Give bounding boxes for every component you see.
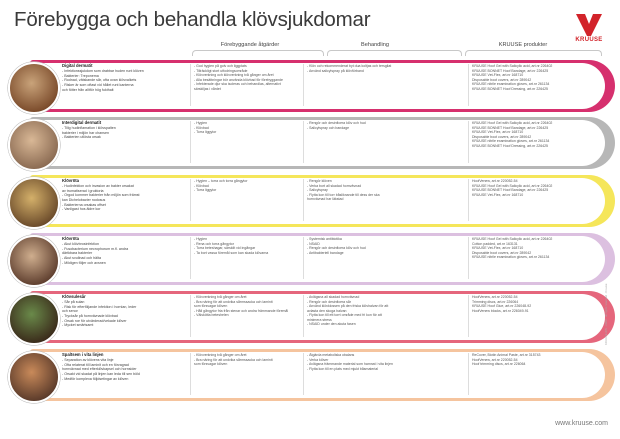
- products-line: KRUUSE BONNET Hoof Dressing, art.nr 226425: [472, 86, 548, 91]
- treatment-line: - Verka klöver: [307, 357, 329, 362]
- condition-row: [0, 117, 620, 169]
- prevention-line: - Tillräckligt stort utfodringsområde: [194, 68, 248, 73]
- products-line: KRUUSE Vet-Flex, art.nr 168710: [472, 130, 524, 134]
- prevention-line: - Torra liggytor: [194, 188, 217, 192]
- prevention-cell: [190, 353, 304, 395]
- products-line: HoofVenew blocks, art.nr 226049-91: [472, 308, 529, 313]
- treatment-cell: [303, 64, 462, 106]
- condition-name: Digital dermatit: [62, 63, 93, 68]
- condition-detail-line: bakterier i miljön har chansen: [62, 130, 109, 135]
- prevention-cell: [190, 121, 304, 163]
- prevention-line: - Klövbad: [194, 183, 209, 188]
- condition-detail-line: - Vanligast hos äldre kor: [62, 207, 101, 212]
- column-bracket-prevention: [192, 50, 324, 56]
- condition-detail-line: av trumatiserad i gruktoria: [62, 188, 104, 193]
- treatment-line: minimera stress: [307, 317, 332, 322]
- products-line: HoofVenew, art.nr 220052-54: [472, 295, 518, 299]
- products-line: Hoof trimming discs, art.nr 226064: [472, 362, 526, 366]
- products-cell: [468, 353, 602, 395]
- treatment-line: - Rengör och desinficera klöv och hud: [307, 246, 366, 250]
- condition-detail-line: - Bakterier: Treponema: [62, 73, 99, 78]
- condition-name: Klövröta: [62, 178, 79, 183]
- condition-row: [0, 60, 620, 112]
- prevention-line: - Hygien: [194, 121, 208, 125]
- page-title: Förebygga och behandla klövsjukdomar: [14, 8, 371, 31]
- condition-detail-line: och fötter från alltför hög fukthalt: [62, 87, 114, 92]
- treatment-line: - Salicylspray och bandage: [307, 125, 350, 130]
- condition-row: [0, 233, 620, 285]
- products-cell: [468, 295, 602, 337]
- treatment-line: - Rengör klöven: [307, 179, 332, 183]
- logo-text: KRUUSE: [575, 37, 603, 43]
- products-line: KRUUSE BONNET Hoof Bandage, art.nr 226425: [472, 188, 549, 192]
- column-header-products: KRUUSE produkter: [498, 42, 548, 48]
- condition-detail-line: - Mycket smärtsamt: [62, 323, 94, 328]
- prevention-line: - Välskötta beteshelen: [194, 313, 229, 317]
- treatment-line: - Verka bort all skadad hornvävnad: [307, 183, 362, 188]
- products-line: KRUUSE nitrile examination gloves, art.nr 261134: [472, 255, 550, 259]
- products-line: KRUUSE nitrile examination gloves, art.nr 261134: [472, 82, 550, 86]
- products-line: KRUUSE BONNET Hoof Bandage, art.nr 226425: [472, 68, 549, 73]
- condition-detail-line: - Bakterien utlösta orsak: [62, 135, 101, 140]
- treatment-line: - Systemisk antibiotika: [307, 237, 342, 241]
- products-line: KRUUSE BONNET Hoof Dressing, art.nr 226425: [472, 143, 548, 148]
- condition-detail-line: - Orsakt vid skadat på linjen kan leda till sen böld: [62, 371, 140, 376]
- condition-detail-line: - Akut klövbrosinfektion: [62, 242, 99, 247]
- products-line: KRUUSE BONNET Hoof Bandage, art.nr 226425: [472, 125, 549, 130]
- prevention-cell: [190, 179, 304, 221]
- prevention-line: - Klövverkning två gånger om året: [194, 295, 247, 299]
- prevention-line: som försvagar klöven: [194, 304, 228, 308]
- prevention-line: - Klövverkning två gånger om året: [194, 353, 247, 357]
- prevention-line: - Hygien: [194, 237, 208, 241]
- hoof-photo: [8, 62, 60, 114]
- column-bracket-treatment: [327, 50, 462, 56]
- prevention-line: - Bra näring för att undvika sårmssacka och laminit: [194, 299, 273, 304]
- treatment-line: - Använd salicylspray på klövförband: [307, 68, 364, 73]
- condition-detail-line: - Medför komplexa följdsetingar av klöven: [62, 376, 129, 381]
- products-line: KRUUSE Hoof Gel with Salicylic acid, art.nr 226402: [472, 183, 553, 188]
- condition-detail-line: och senor: [62, 309, 78, 314]
- treatment-cell: [303, 295, 462, 337]
- products-cell: [468, 237, 602, 279]
- prevention-cell: [190, 64, 304, 106]
- hoof-photo: [8, 177, 60, 229]
- treatment-line: - Klöv och rekommenderat byt dua koltjas och tersgilat: [307, 64, 392, 68]
- products-cell: [468, 64, 602, 106]
- prevention-line: - Torra liggytor: [194, 130, 217, 134]
- products-line: KRUUSE Hoof Gel with Salicylic acid, art.nr 226402: [472, 64, 553, 68]
- prevention-line: - Ta bort vassa föremål som kan skada klövarna: [194, 250, 269, 255]
- condition-description: [62, 237, 192, 265]
- prevention-line: särskiljas i vårdet: [194, 86, 221, 91]
- products-line: HoofVenew, art.nr 220052-54: [472, 357, 518, 362]
- condition-name: Klövröta: [62, 236, 79, 241]
- condition-detail-line: - Akut svullnad och hälta: [62, 255, 101, 260]
- condition-detail-line: hornvävnad med efterklövkapsel och hornsider: [62, 367, 137, 372]
- products-line: KRUUSE Vet-Flex, art.nr 168710: [472, 73, 524, 77]
- products-line: KRUUSE Hoof Gel with Salicylic acid, art.nr 226402: [472, 121, 553, 125]
- products-line: Disposable boot covers, art.nr 289042: [472, 77, 532, 82]
- condition-name: Spaltsem i vita linjen: [62, 352, 104, 357]
- condition-detail-line: därtkbara bakterier: [62, 251, 93, 256]
- products-line: Cotton padded, art.nr 163131: [472, 241, 518, 246]
- products-line: KRUUSE nitrile examination gloves, art.nr 261134: [472, 139, 550, 143]
- treatment-line: - Rengör och desinficera sår: [307, 299, 351, 304]
- treatment-cell: [303, 237, 462, 279]
- treatment-line: - Åtgärda metaboliska obalans: [307, 353, 355, 357]
- condition-detail-line: - Sår på sulan: [62, 300, 85, 305]
- treatment-line: avlasta den skoga halvan: [307, 308, 347, 313]
- products-line: ReCover, Biotin Animal Paste, art.nr 315743: [472, 353, 541, 357]
- prevention-cell: [190, 237, 304, 279]
- column-header-prevention: Förebyggande åtgärder: [220, 42, 280, 48]
- treatment-line: - NSAID: [307, 241, 320, 246]
- column-header-treatment: Behandling: [361, 42, 389, 48]
- condition-description: [62, 179, 192, 212]
- kruuse-v-icon: [576, 14, 602, 36]
- prevention-cell: [190, 295, 304, 337]
- hoof-photo: [8, 351, 60, 403]
- prevention-line: - Bra näring för att undvika sårmssacka och laminit: [194, 357, 273, 362]
- condition-detail-line: - Hudinfektion och invasion av bakter orsakat: [62, 184, 134, 189]
- column-bracket-products: [465, 50, 602, 56]
- condition-detail-line: - Bakterierna orsakas offset: [62, 202, 106, 207]
- footer-website[interactable]: www.kruuse.com: [555, 420, 608, 427]
- condition-name: Klövsulesår: [62, 294, 86, 299]
- prevention-line: som försvagar klöven: [194, 362, 228, 366]
- products-line: Disposable boot covers, art.nr 289042: [472, 250, 532, 255]
- condition-detail-line: - Tillg hudinflamation i klövspalten: [62, 126, 116, 131]
- prevention-line: - Torra beteshagar, särskilt vid ingångar: [194, 246, 256, 250]
- products-line: Trimming discs, art.nr 226064: [472, 299, 519, 304]
- condition-detail-line: - Rodnad, vätskande sår, ofta ovan klövvalkets: [62, 78, 137, 83]
- treatment-line: - Flytta kon till ett torrt område med fri kon för att: [307, 313, 382, 317]
- condition-row: [0, 175, 620, 227]
- prevention-line: - Klövbad: [194, 125, 209, 130]
- condition-detail-line: - Separation av klövens vita linje: [62, 358, 114, 363]
- treatment-line: - Flytta kon till en plats med mjukt båsmaterial: [307, 366, 378, 371]
- treatment-line: - Salicylspray: [307, 188, 328, 192]
- condition-detail-line: kan Dichelobacter nodosus: [62, 197, 106, 202]
- treatment-line: hornvävnad har läkstad: [307, 197, 344, 201]
- condition-detail-line: - Orgod kommer bakterier från miljön som främst: [62, 193, 140, 198]
- products-line: HoofVenew, art.nr 220052-54: [472, 179, 518, 183]
- products-line: KRUUSE Hoof Gel with Salicylic acid, art.nr 226402: [472, 237, 553, 241]
- prevention-line: - Infekterade djur ska isoleras och behandlas, alternativt: [194, 82, 281, 86]
- condition-name: Interdigital dermatit: [62, 120, 102, 125]
- condition-description: [62, 353, 192, 381]
- products-line: KRUUSE Vet-Flex, art.nr 168710: [472, 192, 524, 197]
- prevention-line: - Alla besättningar bör använda klövbad för förebyggande: [194, 77, 283, 82]
- prevention-line: - Klövverkning och klövverkning två gånger om året: [194, 73, 274, 77]
- condition-description: [62, 295, 192, 328]
- prevention-line: - God hygien på golv och liggplats: [194, 64, 247, 68]
- kruuse-logo: [571, 14, 607, 46]
- condition-description: [62, 121, 192, 140]
- treatment-line: - NSAID under den akuta fasen: [307, 322, 356, 326]
- credit-text: KRUUSE A/S · 2023 · all rights reserved · Kruuse: [604, 283, 608, 345]
- condition-detail-line: - Ofta relaterat till laminit och en förvagrad: [62, 362, 129, 367]
- condition-detail-line: - Orsak roe för utvärderad/vekade klöver: [62, 318, 127, 323]
- treatment-cell: [303, 179, 462, 221]
- treatment-cell: [303, 353, 462, 395]
- condition-row: [0, 349, 620, 401]
- condition-description: [62, 64, 192, 92]
- treatment-cell: [303, 121, 462, 163]
- hoof-photo: [8, 119, 60, 171]
- condition-detail-line: - Mildigen följer och avsnen: [62, 260, 106, 265]
- treatment-line: - Använd klövklossen på den friska klövhalvan för att: [307, 304, 389, 308]
- hoof-photo: [8, 293, 60, 345]
- products-line: Disposable boot covers, art.nr 289042: [472, 134, 532, 139]
- products-line: KRUUSE Vet-Flex, art.nr 168710: [472, 246, 524, 250]
- treatment-line: - Antibakteriell bandage: [307, 250, 344, 255]
- products-cell: [468, 121, 602, 163]
- condition-detail-line: - Risker är som oftast vid hållet runt kanterna: [62, 82, 134, 87]
- prevention-line: - Håll gångytor fria från stenar och andra främmande föremål: [194, 308, 289, 313]
- condition-detail-line: - Trycksår på hornvävnade klövbad: [62, 313, 118, 318]
- condition-detail-line: - Risk för efterföljande infektion i hornlan, leder: [62, 304, 137, 309]
- condition-detail-line: - Fusobacterium necrophorum m.fl. andra: [62, 246, 129, 251]
- hoof-photo: [8, 235, 60, 287]
- treatment-line: - Flytta kon till torr båsliknande till dess der ska: [307, 192, 380, 197]
- treatment-line: - Rengör och desinficera klöv och hud: [307, 121, 366, 125]
- prevention-line: - Rena och torra gångytor: [194, 241, 234, 246]
- condition-row: [0, 291, 620, 343]
- prevention-line: - Hygien – torra och torra gångytor: [194, 179, 248, 183]
- products-cell: [468, 179, 602, 221]
- treatment-line: - Avlägsna främmande material som hamnat i vita linjen: [307, 362, 393, 366]
- treatment-line: - Avlägsna all skadad hornvävnad: [307, 295, 360, 299]
- products-line: KRUUSE Hoof Glue, art.nr 226048-92: [472, 304, 532, 308]
- condition-detail-line: - Infektionssjukdom som drabbar huden runt klöven: [62, 69, 144, 74]
